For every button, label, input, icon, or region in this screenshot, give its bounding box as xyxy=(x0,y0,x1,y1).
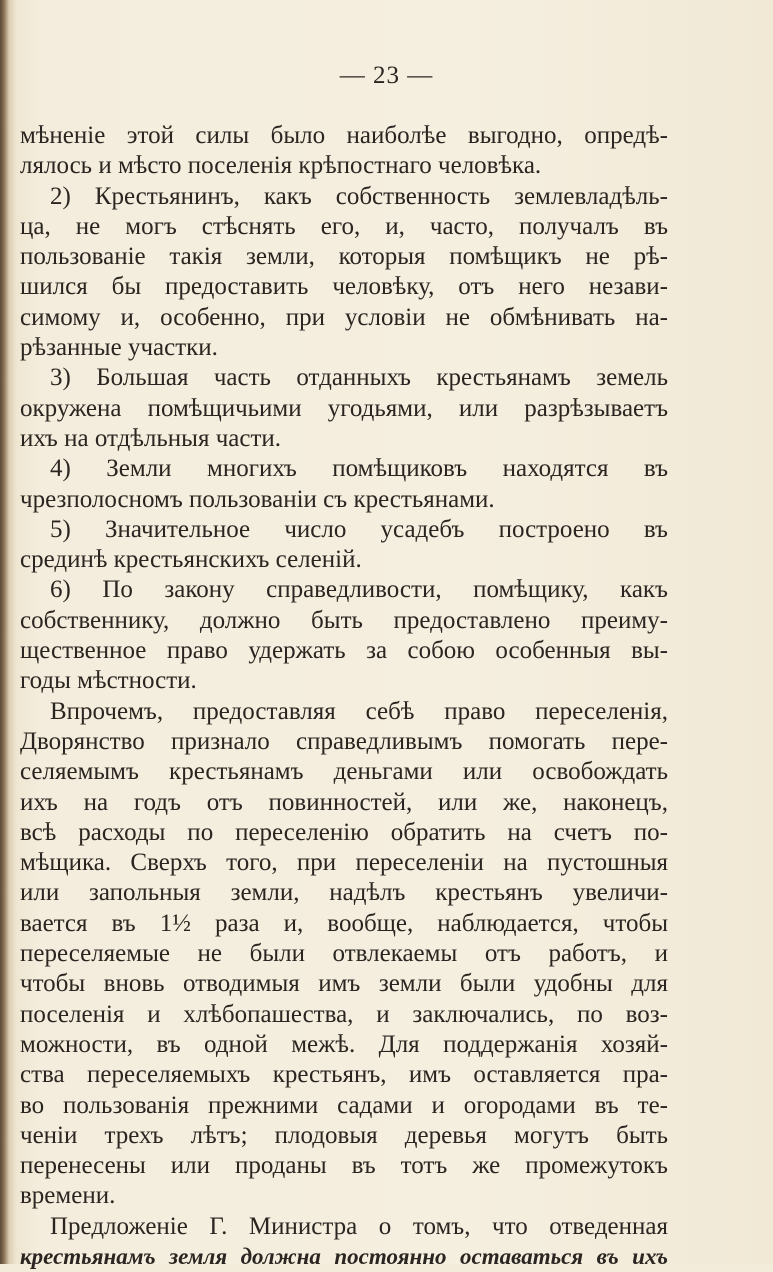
text-line: шился бы предоставить человѣку, отъ него незави- xyxy=(20,273,668,301)
text-line: 4) Земли многихъ помѣщиковъ находятся въ xyxy=(50,455,668,483)
text-line: ченіи трехъ лѣтъ; плодовыя деревья могутъ быть xyxy=(20,1121,668,1149)
text-line: 6) По закону справедливости, помѣщику, какъ xyxy=(50,576,668,604)
text-line: чрезполосномъ пользованіи съ крестьянами. xyxy=(20,485,495,513)
text-line: ства переселяемыхъ крестьянъ, имъ оставляется пра- xyxy=(20,1061,668,1089)
text-line: щественное право удержать за собою особенныя вы- xyxy=(20,637,668,665)
text-line: годы мѣстности. xyxy=(20,667,197,695)
page-number: — 23 — xyxy=(339,62,434,89)
text-line: 3) Большая часть отданныхъ крестьянамъ земель xyxy=(50,364,668,392)
text-line: мѣненіе этой силы было наиболѣе выгодно, опредѣ- xyxy=(20,122,668,149)
text-line: всѣ расходы по переселенію обратить на счетъ по- xyxy=(20,818,668,846)
text-line: крестьянамъ земля должна постоянно оставаться въ ихъ xyxy=(20,1243,668,1269)
text-line: мѣщика. Сверхъ того, при переселеніи на пустошныя xyxy=(20,849,668,877)
text-line: собственнику, должно быть предоставлено преиму- xyxy=(20,606,668,634)
text-line: селяемымъ крестьянамъ деньгами или освобождать xyxy=(20,758,668,786)
text-line: пользованіе такія земли, которыя помѣщикъ не рѣ- xyxy=(20,243,668,271)
text-line: рѣзанные участки. xyxy=(20,334,218,362)
text-line: Предложеніе Г. Министра о томъ, что отведенная xyxy=(50,1212,668,1240)
text-line: Дворянство признало справедливымъ помогать пере- xyxy=(20,727,668,755)
text-line: срединѣ крестьянскихъ селеній. xyxy=(20,546,362,574)
text-line: ихъ на годъ отъ повинностей, или же, наконецъ, xyxy=(20,788,668,816)
text-line: симому и, особенно, при условіи не обмѣнивать на- xyxy=(20,303,668,331)
text-line: чтобы вновь отводимыя имъ земли были удобны для xyxy=(20,970,668,998)
text-line: времени. xyxy=(20,1182,116,1210)
text-line: поселенія и хлѣбопашества, и заключались, по воз- xyxy=(20,1000,668,1028)
text-line: 2) Крестьянинъ, какъ собственность землевладѣль- xyxy=(50,182,668,210)
text-line: Впрочемъ, предоставляя себѣ право переселенія, xyxy=(50,697,668,725)
text-line: вается въ 1½ раза и, вообще, наблюдается, чтобы xyxy=(20,909,668,937)
text-line: лялось и мѣсто поселенія крѣпостнаго человѣка. xyxy=(20,152,542,180)
body-text xyxy=(20,121,668,1272)
text-line: 5) Значительное число усадебъ построено въ xyxy=(50,515,668,543)
text-line: ца, не могъ стѣснять его, и, часто, получалъ въ xyxy=(20,212,668,240)
text-line: перенесены или проданы въ тотъ же промежутокъ xyxy=(20,1152,668,1180)
text-line: во пользованія прежними садами и огородами въ те- xyxy=(20,1091,668,1119)
text-line: переселяемые не были отвлекаемы отъ работъ, и xyxy=(20,940,668,968)
text-line: ихъ на отдѣльныя части. xyxy=(20,424,282,452)
text-line: окружена помѣщичьими угодьями, или разрѣзываетъ xyxy=(20,394,668,422)
text-line: или запольныя земли, надѣлъ крестьянъ увеличи- xyxy=(20,879,668,907)
text-line: можности, въ одной межѣ. Для поддержанія хозяй- xyxy=(20,1030,668,1058)
